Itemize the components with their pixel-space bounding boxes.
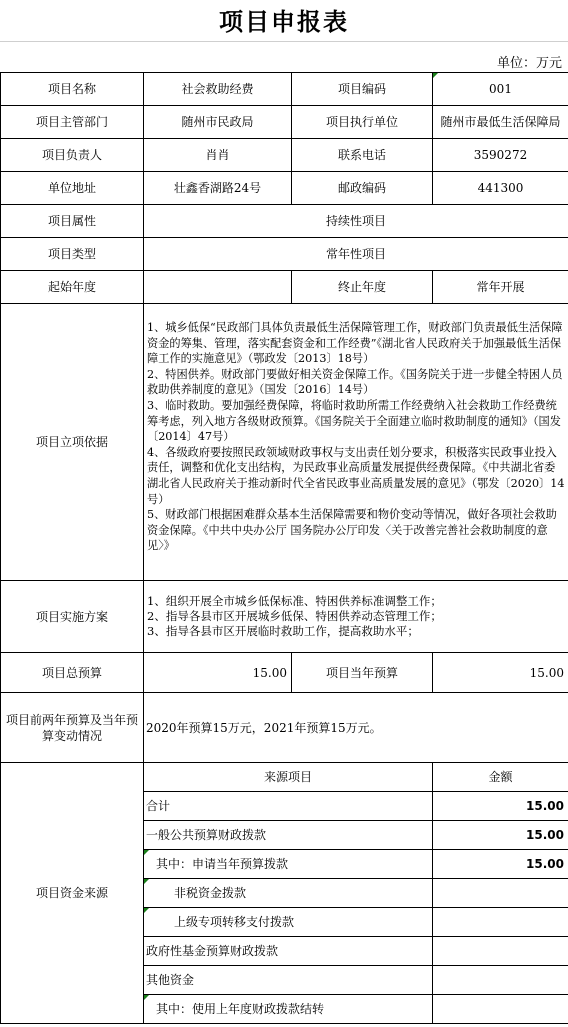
attribute-label: 项目属性 [1, 205, 144, 238]
prev-budget-label: 项目前两年预算及当年预算变动情况 [1, 693, 144, 763]
fund-row-amount [433, 966, 568, 995]
fund-row-label: 其他资金 [144, 966, 433, 995]
fund-row-amount [433, 995, 568, 1024]
fund-row-amount [433, 879, 568, 908]
exec-unit-label: 项目执行单位 [292, 106, 433, 139]
type-label: 项目类型 [1, 238, 144, 271]
project-name-value: 社会救助经费 [144, 73, 292, 106]
fund-row-label: 一般公共预算财政拨款 [144, 821, 433, 850]
plan-label: 项目实施方案 [1, 581, 144, 653]
dept-value: 随州市民政局 [144, 106, 292, 139]
project-name-label: 项目名称 [1, 73, 144, 106]
project-code-value: 001 [433, 73, 568, 106]
zip-label: 邮政编码 [292, 172, 433, 205]
fund-row-amount: 15.00 [433, 821, 568, 850]
zip-value: 441300 [433, 172, 568, 205]
fund-row-amount [433, 937, 568, 966]
end-year-value: 常年开展 [433, 271, 568, 304]
fund-header-amount: 金额 [433, 763, 568, 792]
leader-label: 项目负责人 [1, 139, 144, 172]
project-application-table [0, 72, 568, 1024]
start-year-value [144, 271, 292, 304]
phone-label: 联系电话 [292, 139, 433, 172]
address-label: 单位地址 [1, 172, 144, 205]
project-code-label: 项目编码 [292, 73, 433, 106]
fund-row-label: 合计 [144, 792, 433, 821]
plan-text: 1、组织开展全市城乡低保标准、特困供养标准调整工作； 2、指导各县市区开展城乡低保、特困供养动态管理工作； 3、指导各县市区开展临时救助工作，提高救助水平； [144, 581, 568, 653]
fund-row-label: 上级专项转移支付拨款 [144, 908, 433, 937]
attribute-value: 持续性项目 [144, 205, 568, 238]
end-year-label: 终止年度 [292, 271, 433, 304]
fund-row-amount: 15.00 [433, 850, 568, 879]
total-budget-value: 15.00 [144, 653, 292, 693]
unit-label: 单位：万元 [496, 56, 562, 71]
leader-value: 肖肖 [144, 139, 292, 172]
fund-row-amount: 15.00 [433, 792, 568, 821]
exec-unit-value: 随州市最低生活保障局 [433, 106, 568, 139]
prev-budget-text: 2020年预算15万元，2021年预算15万元。 [144, 693, 568, 763]
total-budget-label: 项目总预算 [1, 653, 144, 693]
fund-row-label: 非税资金拨款 [144, 879, 433, 908]
dept-label: 项目主管部门 [1, 106, 144, 139]
fund-header-source: 来源项目 [144, 763, 433, 792]
fund-row-label: 政府性基金预算财政拨款 [144, 937, 433, 966]
address-value: 壮鑫香湖路24号 [144, 172, 292, 205]
year-budget-label: 项目当年预算 [292, 653, 433, 693]
type-value: 常年性项目 [144, 238, 568, 271]
page-title: 项目申报表 [0, 0, 568, 42]
fund-row-label: 其中：使用上年度财政拨款结转 [144, 995, 433, 1024]
fund-row-amount [433, 908, 568, 937]
basis-label: 项目立项依据 [1, 304, 144, 581]
phone-value: 3590272 [433, 139, 568, 172]
fund-source-label: 项目资金来源 [1, 763, 144, 1024]
basis-text: 1、城乡低保“民政部门具体负责最低生活保障管理工作，财政部门负责最低生活保障资金的筹集、管理，落实配套资金和工作经费”《湖北省人民政府关于加强最低生活保障工作的实施意见》（鄂政发〔2013〕18号） 2、特困供养。财政部门要做好相关资金保障工作。《国务院关于进一步健全特困人员救助供养制度的意见》（国发〔2016〕14号） 3、临时救助。要加强经费保障，将临时救助所需工作经费纳入社会救助工作经费统筹考虑，列入地方各级财政预算。《国务院关于全面建立临时救助制度的通知》（国发〔2014〕47号） 4、各级政府要按照民政领域财政事权与支出责任划分要求，积极落实民政事业投入责任，调整和优化支出结构，为民政事业高质量发展提供经费保障。《中共湖北省委 湖北省人民政府关于推动新时代全省民政事业高质量发展的意见》（鄂发〔2020〕14号） 5、财政部门根据困难群众基本生活保障需要和物价变动等情况，做好各项社会救助资金保障。《中共中央办公厅 国务院办公厅印发〈关于改善完善社会救助制度的意见〉》 [144, 304, 568, 581]
start-year-label: 起始年度 [1, 271, 144, 304]
year-budget-value: 15.00 [433, 653, 568, 693]
fund-row-label: 其中：申请当年预算拨款 [144, 850, 433, 879]
